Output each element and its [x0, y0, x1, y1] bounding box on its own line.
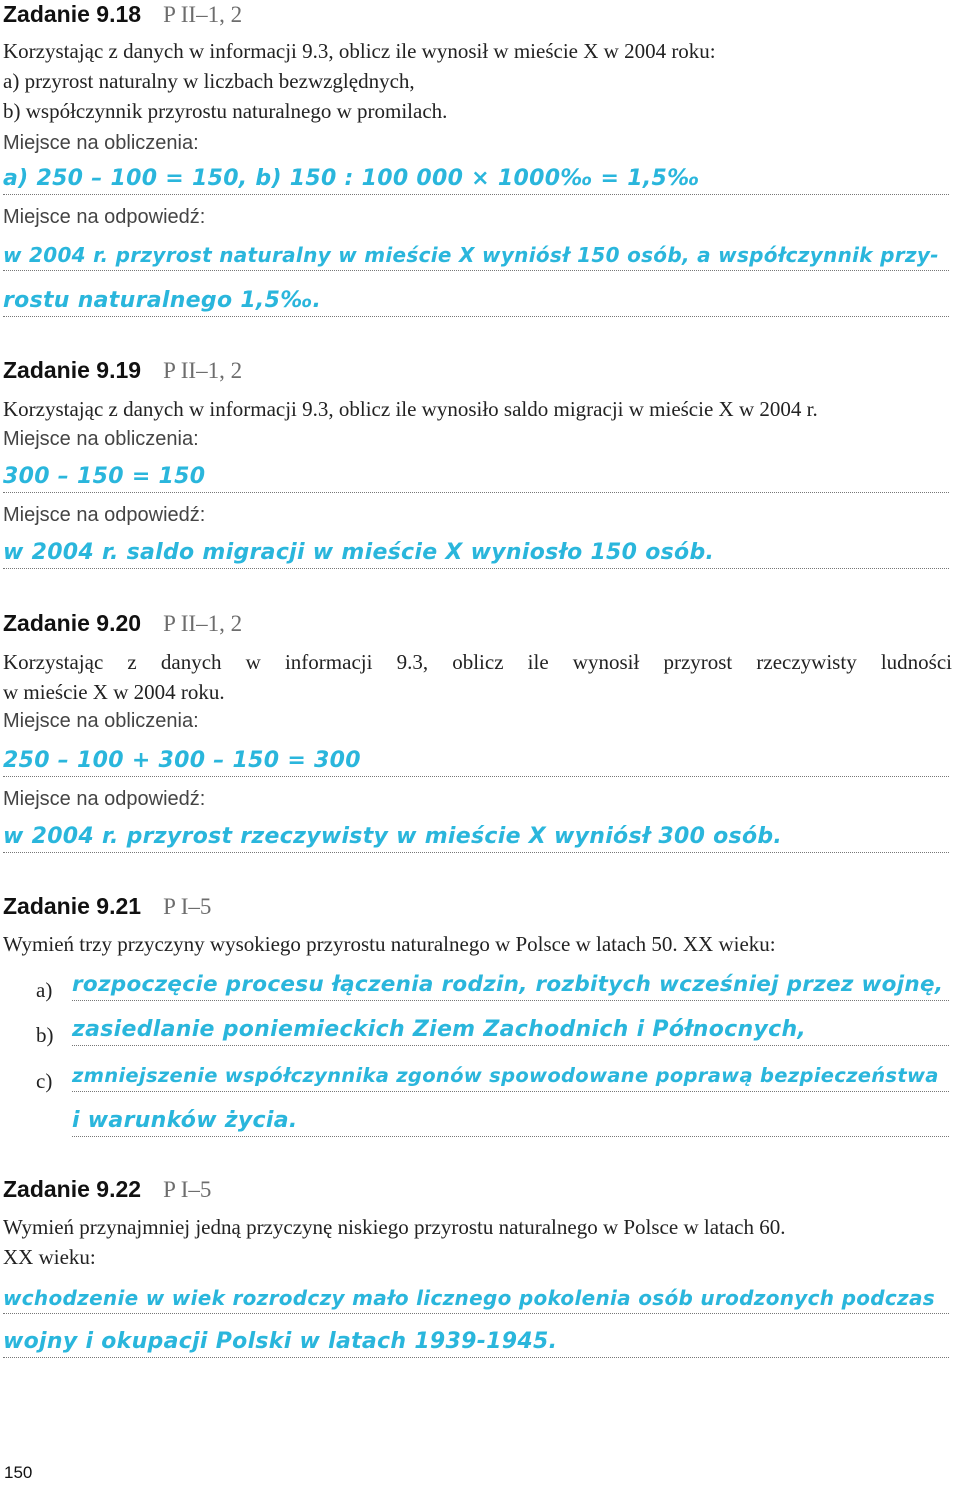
task-title: Zadanie 9.22 [3, 1176, 142, 1202]
handwritten-answer: w 2004 r. saldo migracji w mieście X wyniosło 150 osób. [3, 540, 715, 565]
handwritten-answer: w 2004 r. przyrost rzeczywisty w mieście X wyniósł 300 osób. [3, 824, 783, 849]
task-title: Zadanie 9.18 [3, 1, 142, 27]
answer-label: Miejsce na odpowiedź: [3, 788, 206, 810]
task-9-19-answer-line [3, 534, 949, 569]
task-9-19-calc-line [3, 458, 949, 493]
task-9-20-intro-line-1: Korzystając z danych w informacji 9.3, oblicz ile wynosił przyrost rzeczywisty ludności [3, 650, 952, 674]
option-b-label: b) [36, 1023, 54, 1047]
calc-label: Miejsce na obliczenia: [3, 132, 199, 154]
handwritten-calc: 250 – 100 + 300 – 150 = 300 [3, 748, 361, 773]
task-code: P II–1, 2 [163, 2, 243, 27]
task-9-18-calc-line [3, 160, 949, 195]
answer-label: Miejsce na odpowiedź: [3, 504, 206, 526]
answer-label: Miejsce na odpowiedź: [3, 206, 206, 228]
task-title: Zadanie 9.21 [3, 893, 142, 919]
task-9-21-heading [3, 892, 211, 921]
task-9-18-answer-line-1 [3, 236, 949, 271]
task-code: P II–1, 2 [163, 611, 243, 636]
task-9-21-answer-a [72, 966, 949, 1001]
task-title: Zadanie 9.20 [3, 610, 142, 636]
handwritten-answer: i warunków życia. [72, 1108, 298, 1133]
option-c-label: c) [36, 1069, 53, 1093]
task-9-20-intro-line-2: w mieście X w 2004 roku. [3, 680, 225, 704]
handwritten-calc: a) 250 – 100 = 150, b) 150 : 100 000 × 1000‰ = 1,5‰ [3, 166, 700, 191]
task-9-22-answer-line-2 [3, 1323, 949, 1358]
task-9-22-heading [3, 1175, 211, 1204]
task-9-20-heading [3, 609, 242, 638]
task-9-22-answer-line-1 [3, 1279, 949, 1314]
handwritten-calc: 300 – 150 = 150 [3, 464, 206, 489]
handwritten-answer: rozpoczęcie procesu łączenia rodzin, rozbitych wcześniej przez wojnę, [72, 972, 944, 997]
handwritten-answer: wchodzenie w wiek rozrodczy mało licznego pokolenia osób urodzonych podczas [3, 1286, 935, 1310]
task-code: P I–5 [163, 1177, 212, 1202]
task-9-21-answer-b [72, 1011, 949, 1046]
task-9-20-answer-line [3, 818, 949, 853]
task-9-18-answer-line-2 [3, 282, 949, 317]
task-9-20-calc-line [3, 742, 949, 777]
handwritten-answer: rostu naturalnego 1,5‰. [3, 288, 322, 313]
handwritten-answer: zasiedlanie poniemieckich Ziem Zachodnich i Północnych, [72, 1017, 807, 1042]
task-code: P II–1, 2 [163, 358, 243, 383]
task-9-21-intro: Wymień trzy przyczyny wysokiego przyrostu naturalnego w Polsce w latach 50. XX wieku: [3, 932, 776, 956]
calc-label: Miejsce na obliczenia: [3, 428, 199, 450]
task-9-21-answer-c-line-2 [72, 1102, 949, 1137]
handwritten-answer: w 2004 r. przyrost naturalny w mieście X wyniósł 150 osób, a współczynnik przy- [3, 243, 939, 267]
task-9-21-answer-c-line-1 [72, 1057, 949, 1092]
task-9-22-intro-line-2: XX wieku: [3, 1245, 96, 1269]
task-9-19-intro: Korzystając z danych w informacji 9.3, oblicz ile wynosiło saldo migracji w mieście X w 2004 r. [3, 397, 818, 421]
task-9-19-heading [3, 356, 242, 385]
option-a-label: a) [36, 978, 53, 1002]
handwritten-answer: zmniejszenie współczynnika zgonów spowodowane poprawą bezpieczeństwa [72, 1064, 939, 1087]
task-title: Zadanie 9.19 [3, 357, 142, 383]
page-number: 150 [4, 1463, 33, 1482]
task-9-18-item-a: a) przyrost naturalny w liczbach bezwzględnych, [3, 69, 415, 93]
task-9-22-intro-line-1: Wymień przynajmniej jedną przyczynę niskiego przyrostu naturalnego w Polsce w latach 60. [3, 1215, 786, 1239]
task-code: P I–5 [163, 894, 212, 919]
task-9-18-heading [3, 0, 242, 29]
handwritten-answer: wojny i okupacji Polski w latach 1939-1945. [3, 1329, 558, 1354]
calc-label: Miejsce na obliczenia: [3, 710, 199, 732]
task-9-18-intro: Korzystając z danych w informacji 9.3, oblicz ile wynosił w mieście X w 2004 roku: [3, 39, 716, 63]
task-9-18-item-b: b) współczynnik przyrostu naturalnego w promilach. [3, 99, 448, 123]
